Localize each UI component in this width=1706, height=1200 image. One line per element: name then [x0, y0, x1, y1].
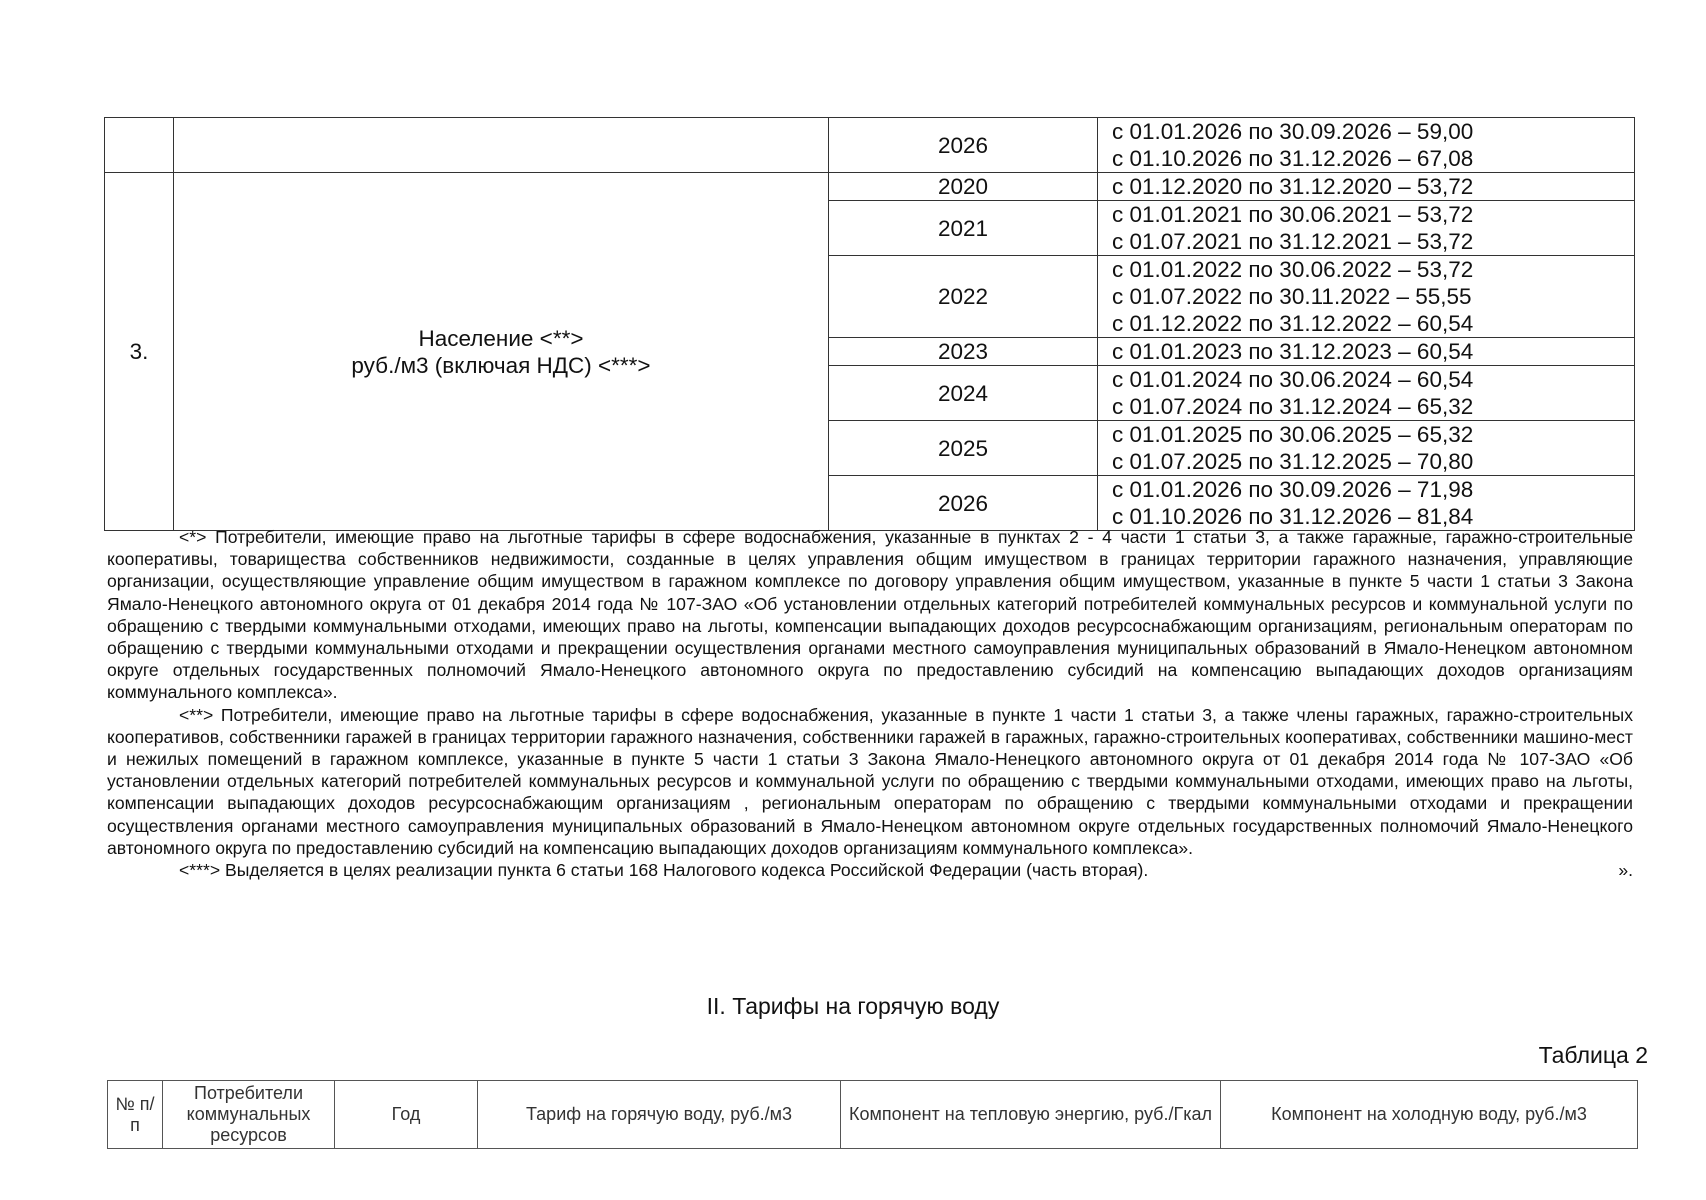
row-number — [105, 118, 174, 173]
section-title: II. Тарифы на горячую воду — [706, 993, 1000, 1019]
tariff-table — [104, 117, 1635, 531]
year-cell: 2020 — [829, 173, 1098, 201]
year-cell: 2026 — [829, 118, 1098, 173]
rate-line: с 01.07.2024 по 31.12.2024 – 65,32 — [1112, 394, 1474, 419]
footnote-3: <***> Выделяется в целях реализации пункта 6 статьи 168 Налогового кодекса Российской Федерации (часть вторая). — [179, 860, 1149, 881]
rates-cell — [1098, 421, 1635, 476]
rates-cell — [1098, 118, 1635, 173]
rate-line: с 01.01.2026 по 30.09.2026 – 71,98 — [1112, 477, 1474, 502]
rate-line: с 01.10.2026 по 31.12.2026 – 67,08 — [1112, 146, 1474, 171]
header-heat-component: Компонент на тепловую энергию, руб./Гкал — [841, 1081, 1221, 1149]
year-cell: 2026 — [829, 476, 1098, 531]
rate-line: с 01.01.2026 по 30.09.2026 – 59,00 — [1112, 119, 1474, 144]
header-hot-water-tariff: Тариф на горячую воду, руб./м3 — [478, 1081, 841, 1149]
hot-water-table — [107, 1080, 1638, 1149]
header-year: Год — [335, 1081, 478, 1149]
rates-cell — [1098, 173, 1635, 201]
rates-cell — [1098, 366, 1635, 421]
tariff-row — [105, 173, 1635, 201]
table-label: Таблица 2 — [1538, 1042, 1648, 1068]
rates-cell — [1098, 201, 1635, 256]
closing-quote: ». — [1618, 860, 1633, 881]
tariff-table-body — [105, 118, 1635, 531]
year-cell: 2022 — [829, 256, 1098, 338]
footnotes — [107, 526, 1633, 881]
rates-cell — [1098, 476, 1635, 531]
rate-line: с 01.07.2021 по 31.12.2021 – 53,72 — [1112, 229, 1474, 254]
rates-cell — [1098, 256, 1635, 338]
rate-line: с 01.01.2021 по 30.06.2021 – 53,72 — [1112, 202, 1474, 227]
consumer-category — [174, 118, 829, 173]
consumer-line: Население <**> — [418, 325, 584, 351]
year-cell: 2023 — [829, 338, 1098, 366]
rate-line: с 01.01.2022 по 30.06.2022 – 53,72 — [1112, 257, 1474, 282]
header-cold-water-component: Компонент на холодную воду, руб./м3 — [1221, 1081, 1638, 1149]
rate-line: с 01.07.2025 по 31.12.2025 – 70,80 — [1112, 449, 1474, 474]
year-cell: 2025 — [829, 421, 1098, 476]
year-cell: 2021 — [829, 201, 1098, 256]
consumer-category — [174, 173, 829, 531]
header-consumers: Потребители коммунальных ресурсов — [163, 1081, 335, 1149]
tariff-row — [105, 118, 1635, 173]
row-number: 3. — [105, 173, 174, 531]
hot-water-header-row — [108, 1081, 1638, 1149]
header-number: № п/п — [108, 1081, 163, 1149]
rate-line: с 01.12.2022 по 31.12.2022 – 60,54 — [1112, 311, 1474, 336]
footnote-3-line — [107, 859, 1633, 881]
footnote-2: <**> Потребители, имеющие право на льготные тарифы в сфере водоснабжения, указанные в пункте 1 части 1 статьи 3, а также члены гаражных, гаражно-строительных кооперативов, собственники гаражей в границах территории гаражного назначения, собственники гаражей в гаражных, гаражно-строительных кооперативах, собственники машино-мест и нежилых помещений в гаражном комплексе, указанные в пункте 5 части 1 статьи 3 Закона Ямало-Ненецкого автономного округа от 01 декабря 2014 года № 107-ЗАО «Об установлении отдельных категорий потребителей коммунальных ресурсов и коммунальной услуги по обращению с твердыми коммунальными отходами, имеющих право на льготы, компенсации выпадающих доходов ресурсоснабжающим организациям , региональным операторам по обращению с твердыми коммунальными отходами и прекращении осуществления органами местного самоуправления муниципальных образований в Ямало-Ненецком автономном округе отдельных государственных полномочий Ямало-Ненецкого автономного округа по предоставлению субсидий на компенсацию выпадающих доходов организациям коммунального комплекса». — [107, 704, 1633, 858]
consumer-line: руб./м3 (включая НДС) <***> — [351, 352, 651, 378]
rate-line: с 01.01.2025 по 30.06.2025 – 65,32 — [1112, 422, 1474, 447]
year-cell: 2024 — [829, 366, 1098, 421]
footnote-1: <*> Потребители, имеющие право на льготные тарифы в сфере водоснабжения, указанные в пунктах 2 - 4 части 1 статьи 3, а также гаражные, гаражно-строительные кооперативы, товарищества собственников недвижимости, созданные в целях управления общим имуществом в границах территории гаражного назначения, управляющие организации, осуществляющие управление общим имуществом в гаражном комплексе по договору управления общим имуществом, указанные в пункте 5 части 1 статьи 3 Закона Ямало-Ненецкого автономного округа от 01 декабря 2014 года № 107-ЗАО «Об установлении отдельных категорий потребителей коммунальных ресурсов и коммунальной услуги по обращению с твердыми коммунальными отходами, имеющих право на льготы, компенсации выпадающих доходов ресурсоснабжающим организациям, региональным операторам по обращению с твердыми коммунальными отходами и прекращении осуществления органами местного самоуправления муниципальных образований в Ямало-Ненецком автономном округе отдельных государственных полномочий Ямало-Ненецкого автономного округа по предоставлению субсидий на компенсацию выпадающих доходов организациям коммунального комплекса». — [107, 527, 1633, 703]
rate-line: с 01.07.2022 по 30.11.2022 – 55,55 — [1112, 284, 1472, 309]
rate-line: с 01.10.2026 по 31.12.2026 – 81,84 — [1112, 504, 1474, 529]
rate-line: с 01.12.2020 по 31.12.2020 – 53,72 — [1112, 174, 1474, 199]
rate-line: с 01.01.2023 по 31.12.2023 – 60,54 — [1112, 339, 1474, 364]
rates-cell — [1098, 338, 1635, 366]
rate-line: с 01.01.2024 по 30.06.2024 – 60,54 — [1112, 367, 1474, 392]
